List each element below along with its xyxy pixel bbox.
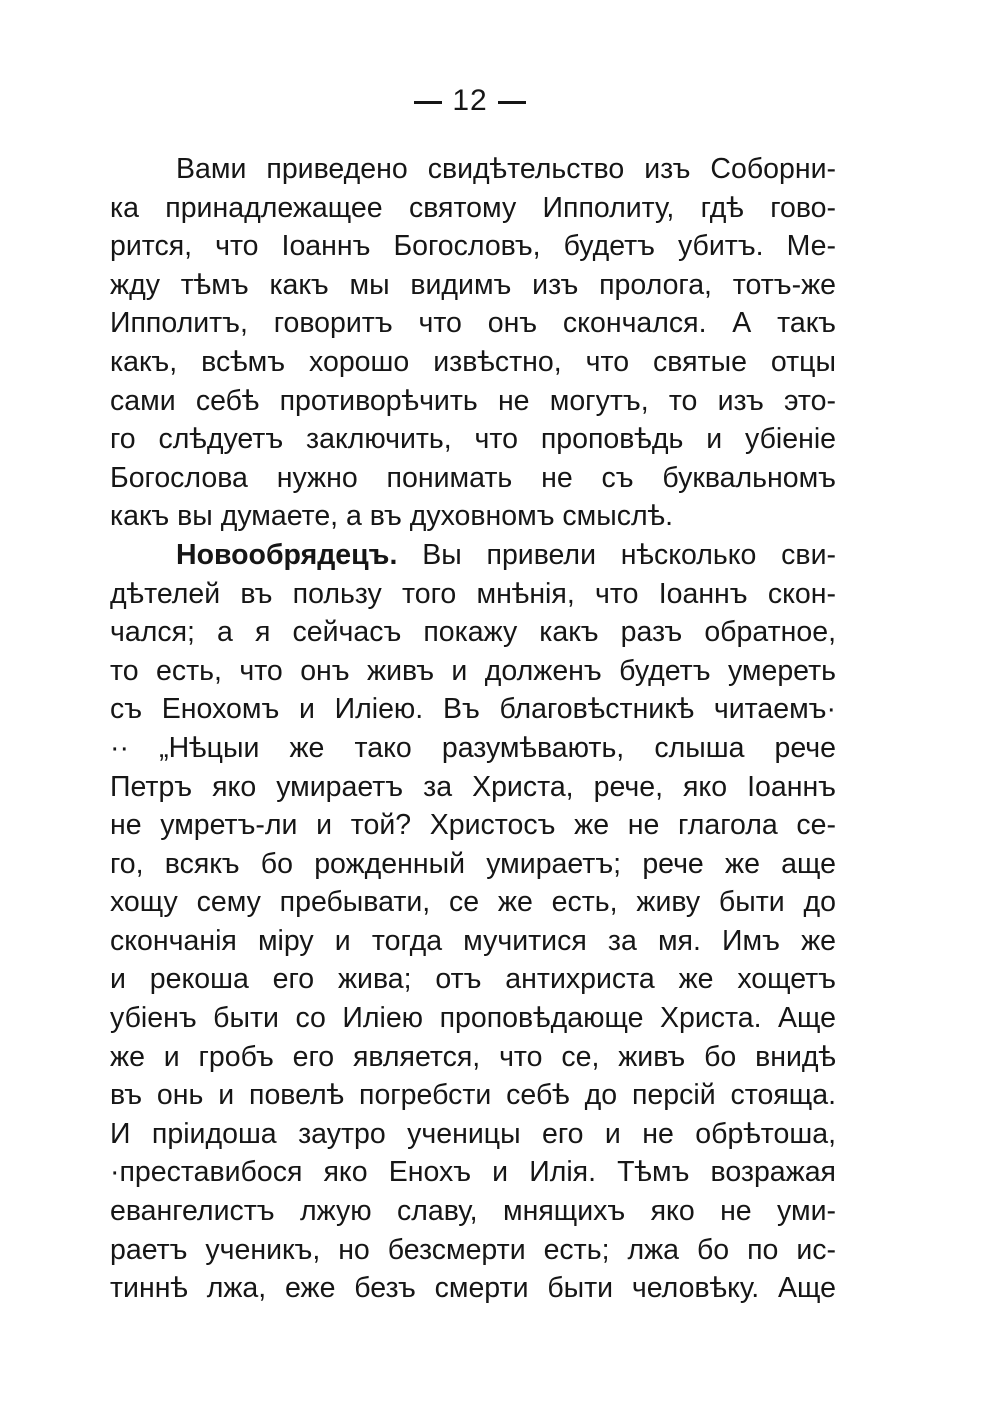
text-line: Ипполитъ, говоритъ что онъ скончался. А такъ (110, 307, 836, 340)
page-number (0, 84, 970, 118)
text-line: въ онь и повелѣ погребсти себѣ до персій стояща. (110, 1079, 836, 1112)
text-line: тиннѣ лжа, еже безъ смерти быти человѣку. Аще (110, 1272, 836, 1305)
text-line: Петръ яко умираетъ за Христа, рече, яко Іоаннъ (110, 770, 836, 803)
text-line: убіенъ быти со Иліею проповѣдающе Христа. Аще (110, 1002, 836, 1035)
text-line: съ Енохомъ и Иліею. Въ благовѣстникѣ читаемъ· (110, 693, 836, 726)
paragraph-1 (110, 150, 836, 536)
text-line: чался; а я сейчасъ покажу какъ разъ обратное, (110, 616, 836, 649)
left-dash (414, 101, 442, 104)
text-line: Богослова нужно понимать не съ буквальномъ (110, 461, 836, 494)
paragraph-2 (110, 536, 836, 1308)
text-line: евангелистъ лжую славу, мнящихъ яко не уми- (110, 1195, 836, 1228)
text-line: рится, что Іоаннъ Богословъ, будетъ убитъ. Ме- (110, 230, 836, 263)
right-dash (498, 101, 526, 104)
text-line: скончанія міру и тогда мучитися за мя. Имъ же (110, 924, 836, 957)
speaker-name: Новообрядецъ. (176, 538, 398, 571)
text-line: какъ вы думаете, а въ духовномъ смыслѣ. (110, 500, 674, 533)
text-line: Вами приведено свидѣтельство изъ Соборни- (176, 153, 836, 185)
text-line: го, всякъ бо рожденный умираетъ; рече же аще (110, 847, 836, 880)
body-text (110, 150, 836, 1308)
text-line: не умретъ-ли и той? Христосъ же не глагола се- (110, 809, 836, 842)
text-line: жду тѣмъ какъ мы видимъ изъ пролога, тотъ-же (110, 268, 836, 301)
page-number-value: 12 (452, 84, 488, 117)
text-line: И пріидоша заутро ученицы его и не обрѣтоша, (110, 1117, 836, 1150)
text-line: ·преставибося яко Енохъ и Илія. Тѣмъ возражая (110, 1156, 836, 1189)
text-line: же и гробъ его является, что се, живъ бо внидѣ (110, 1040, 836, 1073)
speaker-line-text: Вы привели нѣсколько сви- (422, 538, 836, 571)
text-line: ка принадлежащее святому Ипполиту, гдѣ гово- (110, 191, 836, 224)
text-line: дѣтелей въ пользу того мнѣнія, что Іоаннъ скон- (110, 577, 836, 610)
speaker-line (110, 536, 836, 575)
text-line: раетъ ученикъ, но безсмерти есть; лжа бо по ис- (110, 1233, 836, 1266)
text-line: хощу сему пребывати, се же есть, живу быти до (110, 886, 836, 919)
text-line: го слѣдуетъ заключить, что проповѣдь и убіеніе (110, 423, 836, 456)
text-line: ·· „Нѣцыи же тако разумѣвають, слыша рече (110, 731, 836, 764)
text-line: какъ, всѣмъ хорошо извѣстно, что святые отцы (110, 345, 836, 378)
text-line: и рекоша его жива; отъ антихриста же хощетъ (110, 963, 836, 996)
text-line: сами себѣ противорѣчить не могутъ, то изъ это- (110, 384, 836, 417)
text-line: то есть, что онъ живъ и долженъ будетъ умереть (110, 654, 836, 687)
